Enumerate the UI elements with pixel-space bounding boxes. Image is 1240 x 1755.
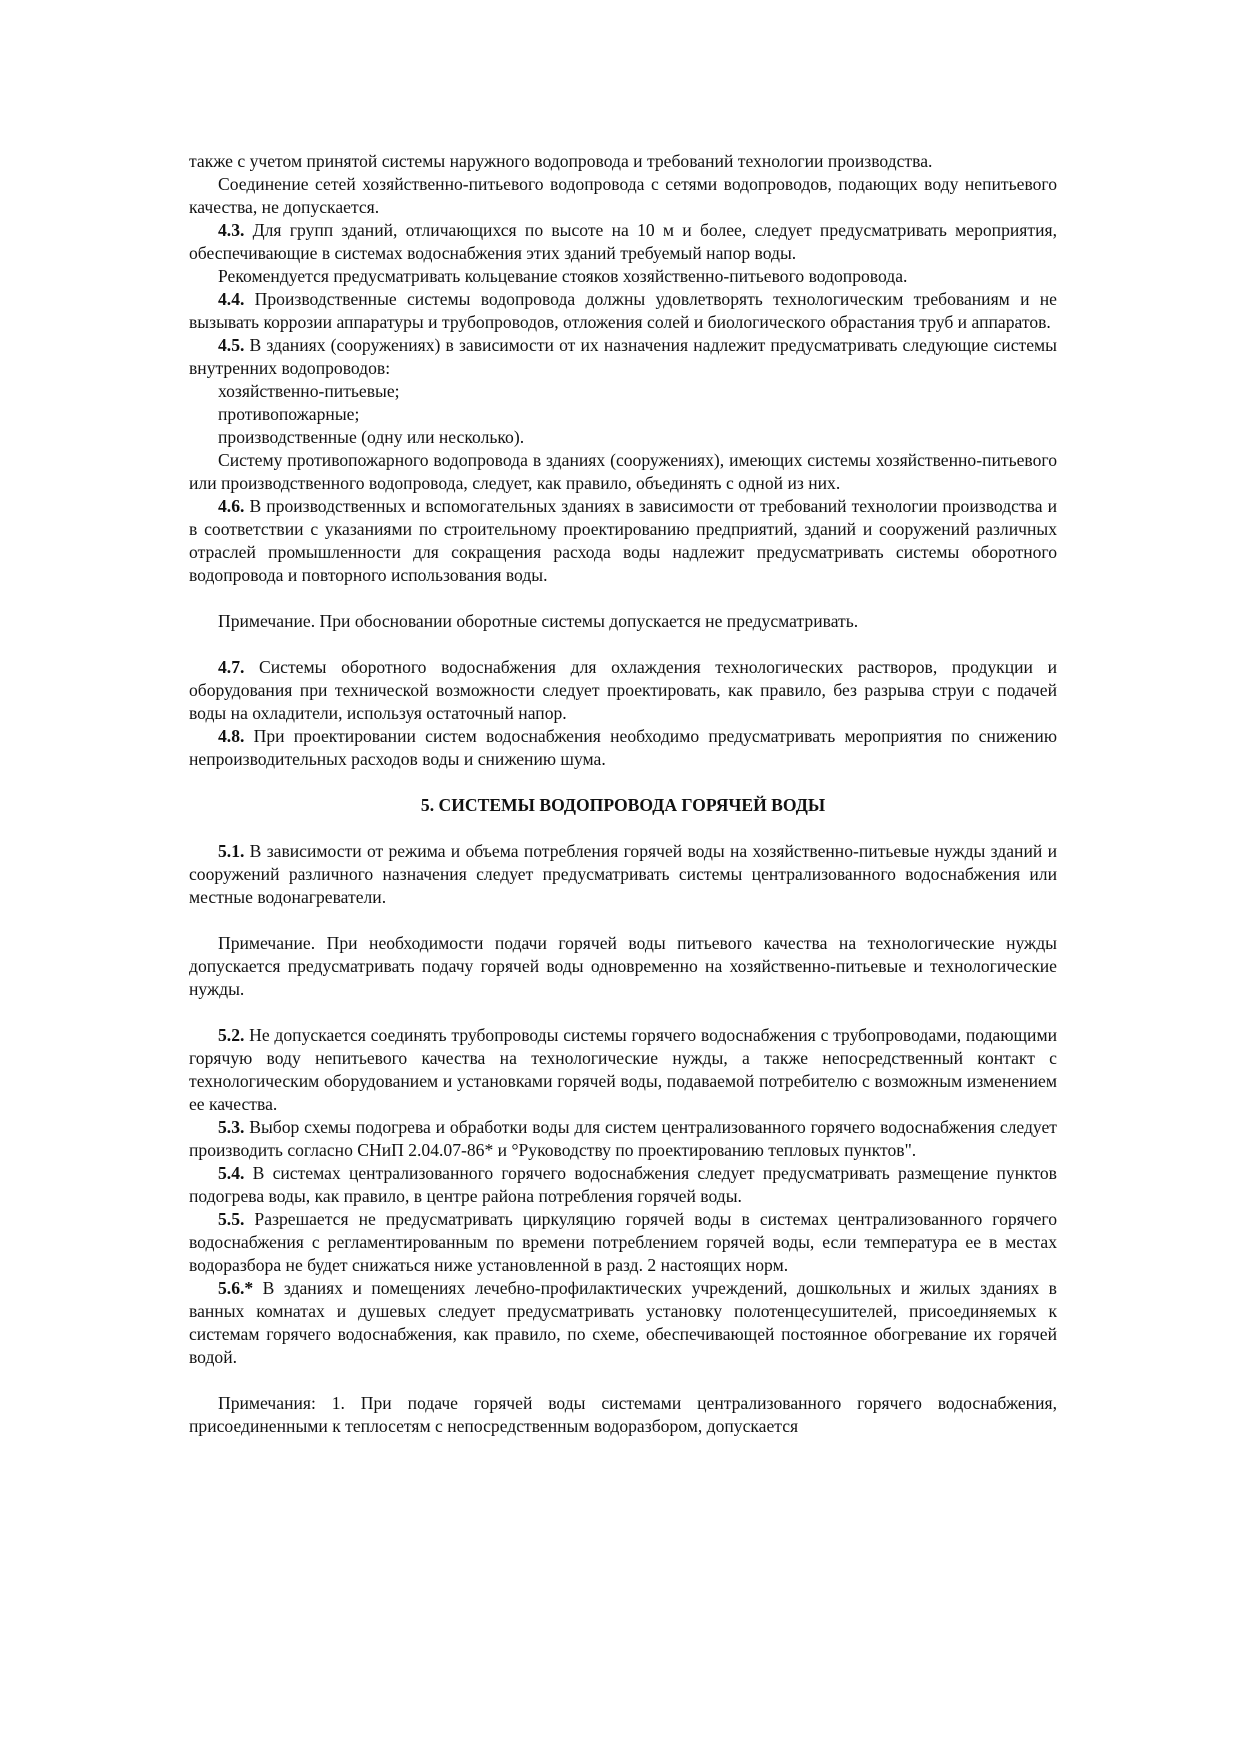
clause-4-8 xyxy=(189,725,1057,771)
clause-number: 5.4. xyxy=(218,1163,245,1183)
clause-text: Разрешается не предусматривать циркуляцию горячей воды в системах централизованного горячего водоснабжения с регламентированным по времени потреблением горячей воды, если температура ее в местах водоразбора не будет снижаться ниже установленной в разд. 2 настоящих норм. xyxy=(189,1209,1057,1275)
note-5-6: Примечания: 1. При подаче горячей воды системами централизованного горячего водоснабжения, присоединенными к теплосетям с непосредственным водоразбором, допускается xyxy=(189,1393,1057,1436)
clause-text: В системах централизованного горячего водоснабжения следует предусматривать размещение пунктов подогрева воды, как правило, в центре района потребления горячей воды. xyxy=(189,1163,1057,1206)
clause-4-3 xyxy=(189,219,1057,265)
list-item: хозяйственно-питьевые; xyxy=(218,381,400,401)
clause-number: 5.3. xyxy=(218,1117,245,1137)
list-item: противопожарные; xyxy=(218,404,360,424)
clause-text: Не допускается соединять трубопроводы системы горячего водоснабжения с трубопроводами, подающими горячую воду непитьевого качества на технологические нужды, а также непосредственный контакт с технологическим оборудованием и установками горячей воды, подаваемой потребителю с возможным изменением ее качества. xyxy=(189,1025,1057,1114)
clause-5-6 xyxy=(189,1277,1057,1369)
clause-4-7 xyxy=(189,656,1057,725)
clause-number: 4.5. xyxy=(218,335,245,355)
clause-text: Системы оборотного водоснабжения для охлаждения технологических растворов, продукции и оборудования при технической возможности следует проектировать, как правило, без разрыва струи с подачей воды на охладители, используя остаточный напор. xyxy=(189,657,1057,723)
spacer xyxy=(189,909,1057,932)
clause-text: При проектировании систем водоснабжения необходимо предусматривать мероприятия по снижению непроизводительных расходов воды и снижению шума. xyxy=(189,726,1057,769)
clause-number: 4.8. xyxy=(218,726,245,746)
note-4-6: Примечание. При обосновании оборотные системы допускается не предусматривать. xyxy=(218,611,859,631)
clause-text: В зданиях и помещениях лечебно-профилактических учреждений, дошкольных и жилых зданиях в ванных комнатах и душевых следует предусматривать установку полотенцесушителей, присоединяемых к системам горячего водоснабжения, как правило, по схеме, обеспечивающей постоянное обогревание их горячей водой. xyxy=(189,1278,1057,1367)
clause-number: 4.6. xyxy=(218,496,245,516)
spacer xyxy=(189,817,1057,840)
clause-number: 5.1. xyxy=(218,841,245,861)
spacer xyxy=(189,771,1057,794)
spacer xyxy=(189,1001,1057,1024)
list-item: производственные (одну или несколько). xyxy=(218,427,525,447)
clause-number: 5.5. xyxy=(218,1209,245,1229)
clause-5-5 xyxy=(189,1208,1057,1277)
clause-text: Выбор схемы подогрева и обработки воды для систем централизованного горячего водоснабжения следует производить согласно СНиП 2.04.07-86* и °Руководству по проектированию тепловых пунктов". xyxy=(189,1117,1057,1160)
clause-text: В производственных и вспомогательных зданиях в зависимости от требований технологии производства и в соответствии с указаниями по строительному проектированию предприятий, зданий и сооружений различных отраслей промышленности для сокращения расхода воды надлежит предусматривать системы оборотного водопровода и повторного использования воды. xyxy=(189,496,1057,585)
clause-text: Производственные системы водопровода должны удовлетворять технологическим требованиям и не вызывать коррозии аппаратуры и трубопроводов, отложения солей и биологического обрастания труб и аппаратов. xyxy=(189,289,1057,332)
clause-text: В зависимости от режима и объема потребления горячей воды на хозяйственно-питьевые нужды зданий и сооружений различного назначения следует предусматривать системы централизованного водоснабжения или местные водонагреватели. xyxy=(189,841,1057,907)
clause-5-2 xyxy=(189,1024,1057,1116)
clause-number: 4.7. xyxy=(218,657,245,677)
spacer xyxy=(189,633,1057,656)
spacer xyxy=(189,1369,1057,1392)
spacer xyxy=(189,587,1057,610)
paragraph-fire-system: Систему противопожарного водопровода в зданиях (сооружениях), имеющих системы хозяйственно-питьевого или производственного водопровода, следует, как правило, объединять с одной из них. xyxy=(189,450,1057,493)
paragraph-recommendation: Рекомендуется предусматривать кольцевание стояков хозяйственно-питьевого водопровода. xyxy=(218,266,908,286)
clause-4-6 xyxy=(189,495,1057,587)
clause-5-4 xyxy=(189,1162,1057,1208)
clause-5-3 xyxy=(189,1116,1057,1162)
clause-4-5 xyxy=(189,334,1057,380)
document-page xyxy=(189,150,1057,1438)
paragraph-network-connection: Соединение сетей хозяйственно-питьевого водопровода с сетями водопроводов, подающих воду непитьевого качества, не допускается. xyxy=(189,174,1057,217)
clause-number: 4.4. xyxy=(218,289,245,309)
clause-text: В зданиях (сооружениях) в зависимости от их назначения надлежит предусматривать следующие системы внутренних водопроводов: xyxy=(189,335,1057,378)
clause-5-1 xyxy=(189,840,1057,909)
paragraph-continuation: также с учетом принятой системы наружного водопровода и требований технологии производства. xyxy=(189,151,933,171)
clause-number: 5.2. xyxy=(218,1025,245,1045)
clause-number: 4.3. xyxy=(218,220,245,240)
note-5-1: Примечание. При необходимости подачи горячей воды питьевого качества на технологические нужды допускается предусматривать подачу горячей воды одновременно на хозяйственно-питьевые и технологические нужды. xyxy=(189,933,1057,999)
clause-text: Для групп зданий, отличающихся по высоте на 10 м и более, следует предусматривать мероприятия, обеспечивающие в системах водоснабжения этих зданий требуемый напор воды. xyxy=(189,220,1057,263)
clause-4-4 xyxy=(189,288,1057,334)
section-heading: 5. СИСТЕМЫ ВОДОПРОВОДА ГОРЯЧЕЙ ВОДЫ xyxy=(420,795,826,815)
clause-number: 5.6.* xyxy=(218,1278,254,1298)
